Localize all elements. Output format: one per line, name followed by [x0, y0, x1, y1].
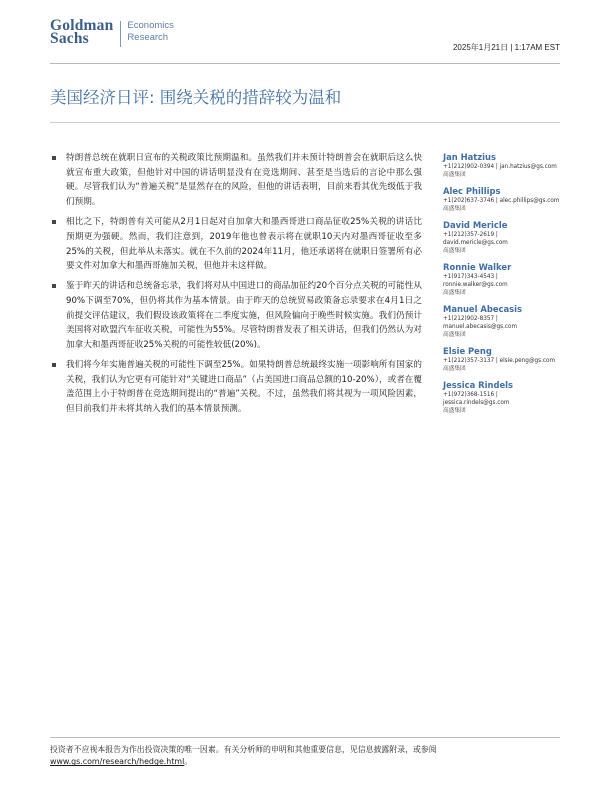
goldman-sachs-logo: [50, 17, 174, 47]
analyst-entry: [443, 152, 568, 179]
analyst-entry: [443, 220, 568, 256]
key-points-list: [52, 151, 422, 422]
logo-line-2: Sachs: [50, 29, 89, 47]
disclaimer-text: 投资者不应视本报告为作出投资决策的唯一因素。有关分析师的申明和其他重要信息，见信息披露附录，或参阅: [50, 745, 437, 754]
analyst-contact[interactable]: +1(212)902-0394 | jan.hatzius@gs.com: [443, 164, 557, 170]
analyst-firm: 高盛集团: [443, 248, 466, 255]
disclaimer-tail: 。: [184, 757, 193, 767]
key-point-text: 我们将今年实施普遍关税的可能性下调至25%。如果特朗普总统最终实施一项影响所有国家的关税，我们认为它更有可能针对“关键进口商品”（占美国进口商品总额的10-20%），或者在覆盖范围上小于特朗普在竞选期间提出的“普遍”关税。不过，虽然我们将其视为一项风险因素，但目前我们并未将其纳入我们的基本情景预测。: [66, 360, 422, 415]
analyst-email[interactable]: manuel.abecasis@gs.com: [443, 324, 518, 331]
key-point: [52, 215, 422, 274]
analyst-contact[interactable]: +1(202)637-3746 | alec.phillips@gs.com: [443, 197, 560, 204]
analyst-contact[interactable]: +1(212)357-3137 | elsie.peng@gs.com: [443, 358, 556, 365]
analyst-entry: [443, 262, 568, 298]
analyst-name: Elsie Peng: [443, 346, 492, 357]
analyst-contact: +1(972)368-1516 |: [443, 392, 498, 399]
analyst-name: Jessica Rindels: [443, 380, 513, 391]
analyst-email[interactable]: jessica.rindels@gs.com: [443, 400, 510, 407]
header-divider: [50, 63, 560, 64]
analyst-sidebar: [443, 152, 568, 422]
key-point-text: 鉴于昨天的讲话和总统备忘录，我们将对从中国进口的商品加征约20个百分点关税的可能性从90%下调至70%，但仍将其作为基本情景。由于昨天的总统贸易政策备忘录要求在4月1日之前提交评估建议，我们假设该政策将在二季度实施，但风险偏向于晚些时候实施。我们仍预计美国将对欧盟汽车征收关税，可能性为55%。尽管特朗普发表了相关讲话，但我们仍然认为对加拿大和墨西哥征收25%关税的可能性较低(20%)。: [66, 281, 422, 351]
disclaimer: [50, 744, 562, 769]
key-point-text: 相比之下，特朗普有关可能从2月1日起对自加拿大和墨西哥进口商品征收25%关税的讲话比预期更为强硬。然而，我们注意到，2019年他也曾表示将在就职10天内对墨西哥征收至多25%的关税，但此举从未落实。就在不久前的2024年11月，他还承诺将在就职日签署所有必要文件对加拿大和墨西哥施加关税，但他并未这样做。: [66, 217, 422, 272]
analyst-firm: 高盛集团: [443, 172, 466, 179]
analyst-name: David Mericle: [443, 219, 508, 230]
logo-wordmark: [50, 17, 114, 47]
analyst-contact: +1(212)902-8357 |: [443, 316, 498, 323]
logo-line-1: Goldman: [50, 17, 114, 34]
analyst-entry: [443, 304, 568, 340]
analyst-contact: +1(212)357-2619 |: [443, 231, 498, 238]
analyst-email[interactable]: ronnie.walker@gs.com: [443, 282, 508, 289]
bullet-square-icon: [52, 284, 56, 288]
research-unit-label: [127, 20, 173, 44]
unit-line-1: Economics: [127, 20, 174, 31]
bullet-square-icon: [52, 156, 56, 160]
bullet-square-icon: [52, 363, 56, 367]
analyst-email[interactable]: david.mericle@gs.com: [443, 240, 508, 247]
analyst-name: Manuel Abecasis: [443, 304, 522, 315]
analyst-name: Jan Hatzius: [443, 152, 497, 162]
analyst-firm: 高盛集团: [443, 290, 466, 297]
analyst-entry: [443, 380, 568, 416]
analyst-firm: 高盛集团: [443, 332, 466, 339]
analyst-firm: 高盛集团: [443, 366, 466, 373]
disclosure-link[interactable]: www.gs.com/research/hedge.html: [50, 757, 185, 767]
analyst-name: Alec Phillips: [443, 185, 501, 196]
analyst-contact: +1(917)343-4543 |: [443, 273, 498, 280]
title-divider: [50, 122, 560, 123]
key-point: [52, 358, 422, 417]
page-title: 美国经济日评: 围绕关税的措辞较为温和: [50, 88, 342, 107]
logo-divider: [120, 21, 121, 47]
report-date: 2025年1月21日 | 1:17AM EST: [452, 43, 560, 52]
bullet-square-icon: [52, 220, 56, 224]
key-point: [52, 151, 422, 210]
unit-line-2: Research: [127, 32, 169, 43]
analyst-firm: 高盛集团: [443, 206, 466, 213]
analyst-entry: [443, 186, 568, 213]
key-point-text: 特朗普总统在就职日宣布的关税政策比预期温和。虽然我们并未预计特朗普会在就职后这么快就宣布重大政策，但他针对中国的讲话明显没有在竞选期间、甚至是当选后的言论中那么强硬。尽管我们认为“普遍关税”是显然存在的风险，但他的讲话表明，目前来看其优先级低于我们预期。: [66, 153, 422, 208]
analyst-entry: [443, 346, 568, 373]
analyst-firm: 高盛集团: [443, 408, 466, 415]
analyst-name: Ronnie Walker: [443, 261, 512, 272]
key-point: [52, 279, 422, 353]
footer-divider: [50, 737, 560, 738]
